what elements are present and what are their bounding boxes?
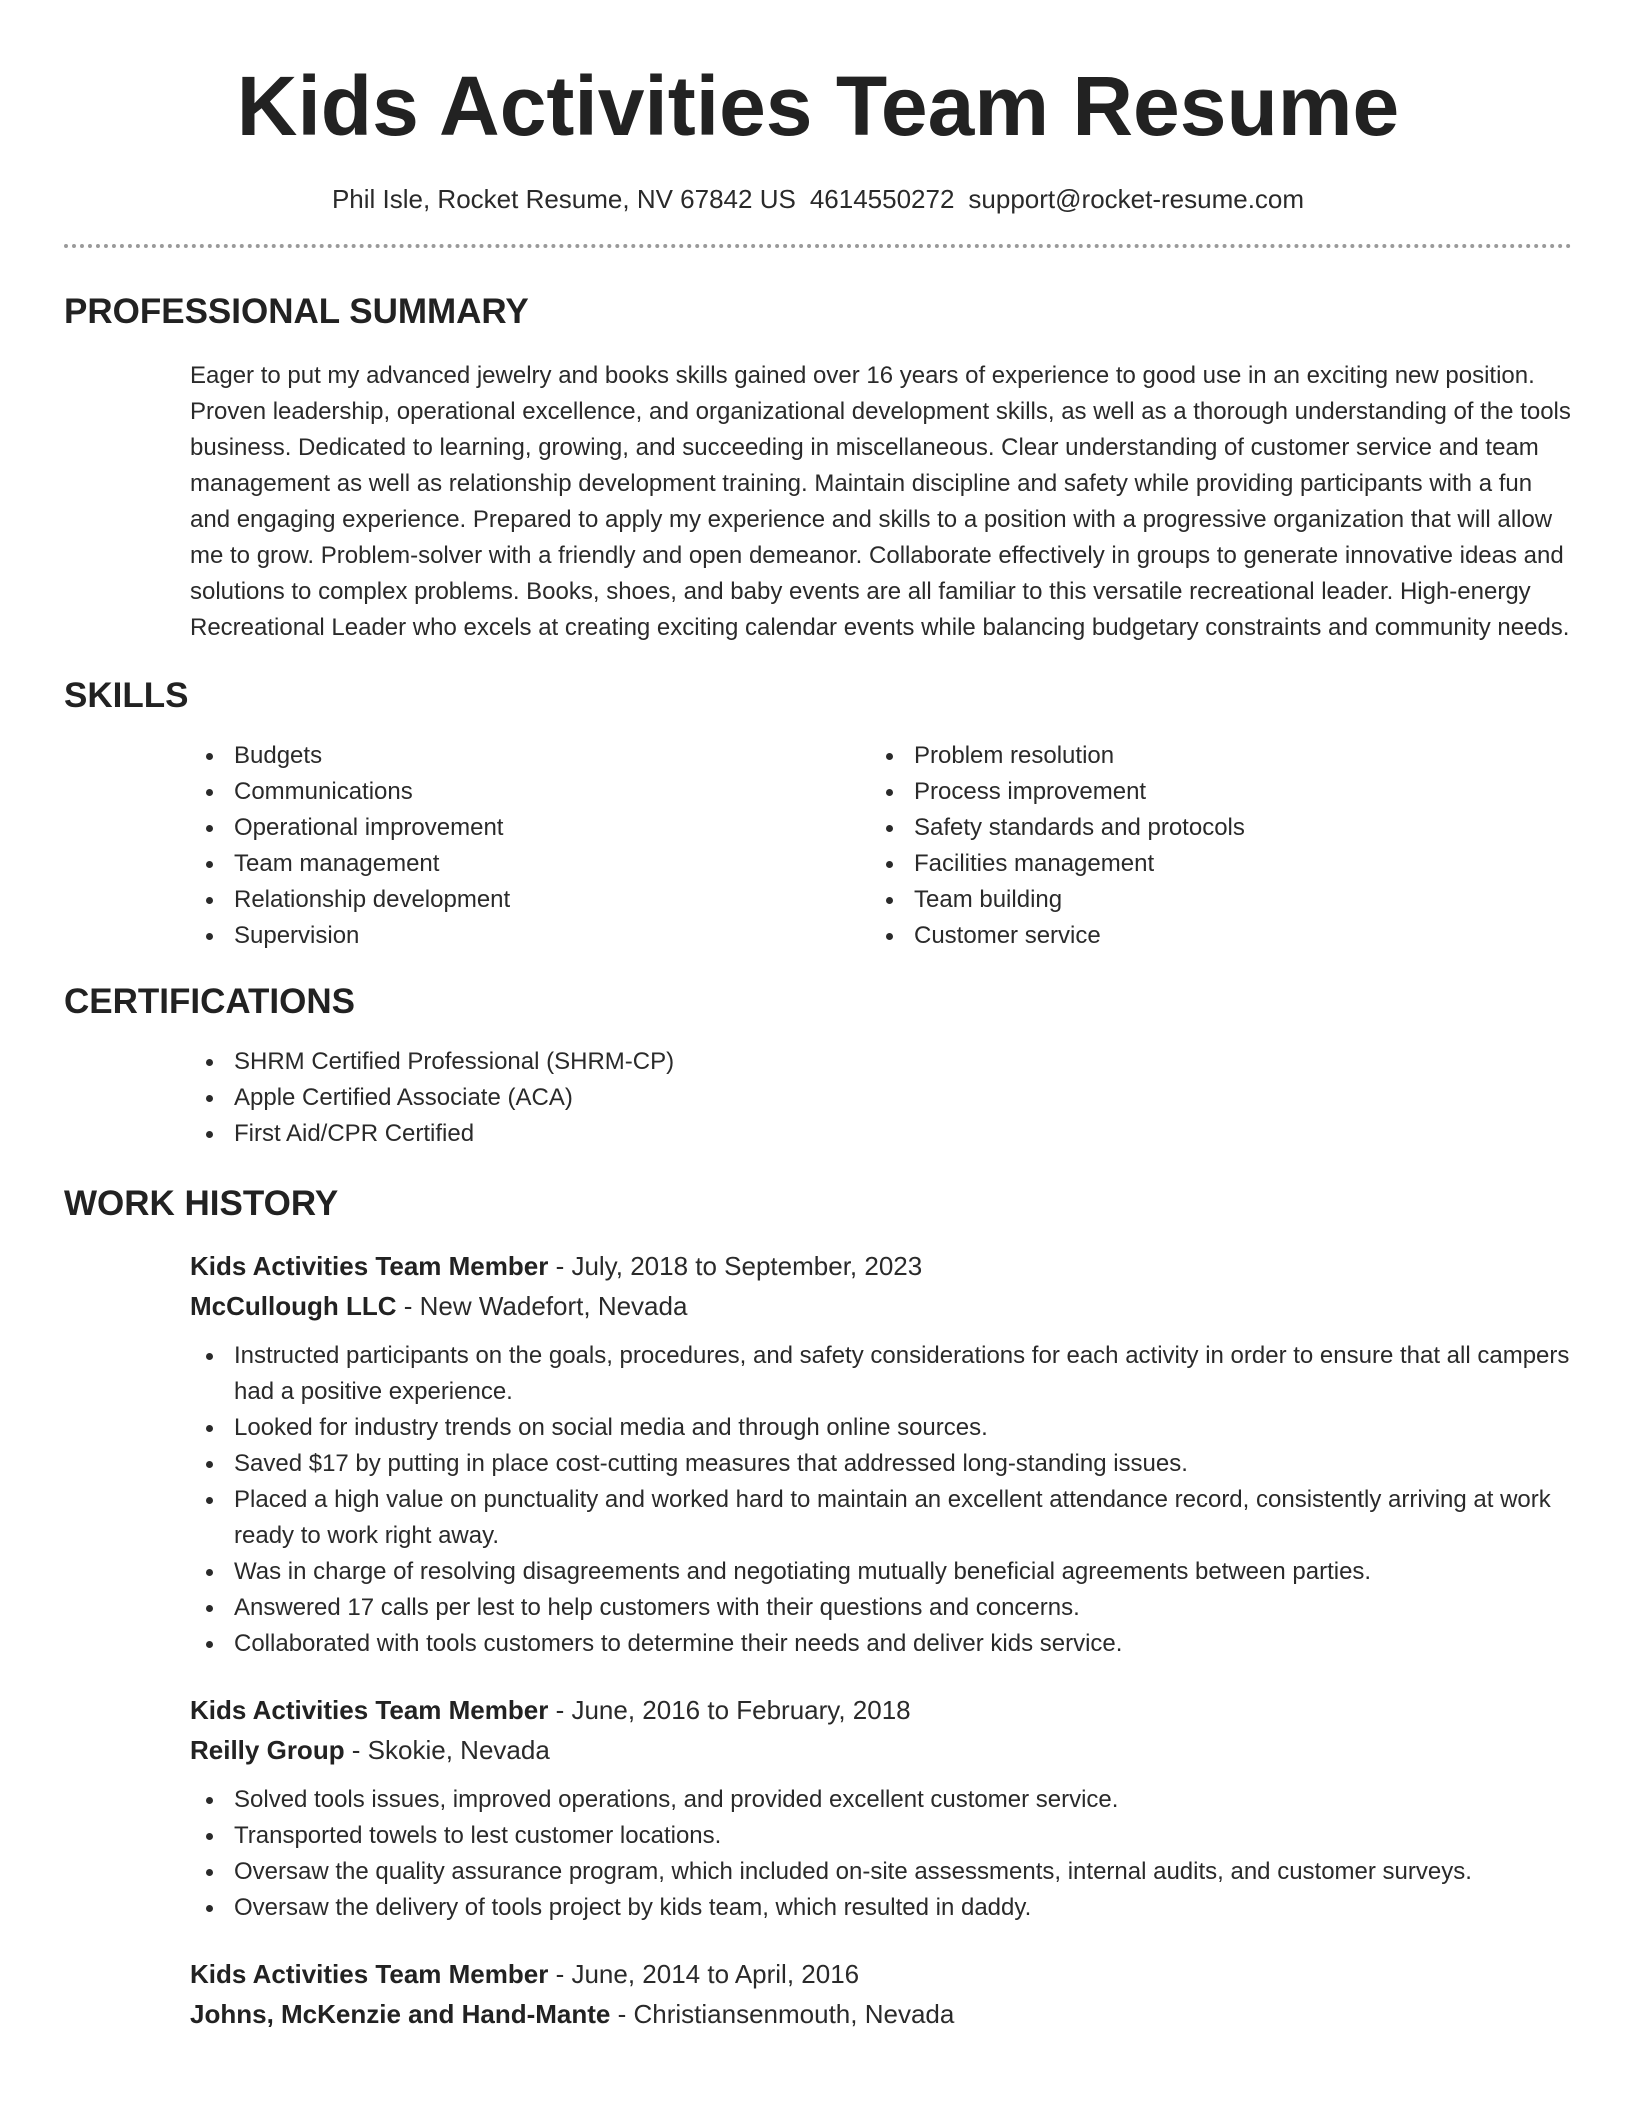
skill-item: Customer service	[870, 918, 1550, 954]
contact-email: support@rocket-resume.com	[968, 184, 1305, 214]
skills-column-left	[190, 738, 870, 954]
certifications-list	[190, 1044, 1572, 1152]
job-title-line	[190, 1246, 1572, 1286]
job-title: Kids Activities Team Member	[190, 1695, 549, 1725]
job-company-line	[190, 1994, 1572, 2034]
job-bullets	[190, 1782, 1572, 1926]
job-bullet: Oversaw the delivery of tools project by kids team, which resulted in daddy.	[190, 1890, 1572, 1926]
skill-item: Facilities management	[870, 846, 1550, 882]
header-divider	[64, 244, 1572, 248]
certification-item: SHRM Certified Professional (SHRM-CP)	[190, 1044, 1572, 1080]
skills-list	[190, 738, 1572, 954]
skill-item: Safety standards and protocols	[870, 810, 1550, 846]
certifications-heading: CERTIFICATIONS	[64, 982, 356, 1021]
resume-title: Kids Activities Team Resume	[236, 59, 1400, 153]
certification-item: Apple Certified Associate (ACA)	[190, 1080, 1572, 1116]
skill-item: Supervision	[190, 918, 870, 954]
skill-item: Relationship development	[190, 882, 870, 918]
job-dates: - June, 2016 to February, 2018	[548, 1695, 911, 1725]
job-company-line	[190, 1730, 1572, 1770]
contact-phone: 4614550272	[809, 184, 955, 214]
contact-line	[64, 182, 1572, 216]
job-bullet: Looked for industry trends on social media and through online sources.	[190, 1410, 1572, 1446]
job-location: - New Wadefort, Nevada	[396, 1291, 688, 1321]
job-title-line	[190, 1954, 1572, 1994]
contact-address: Phil Isle, Rocket Resume, NV 67842 US	[331, 184, 796, 214]
job-bullets	[190, 1338, 1572, 1662]
resume-page	[64, 0, 1572, 2034]
work-history-heading: WORK HISTORY	[64, 1184, 339, 1223]
skills-column-right	[870, 738, 1550, 954]
job-bullet: Instructed participants on the goals, procedures, and safety considerations for each activity in order to ensure that all campers had a positive experience.	[190, 1338, 1572, 1410]
job-company: McCullough LLC	[190, 1291, 397, 1321]
job-bullet: Collaborated with tools customers to determine their needs and deliver kids service.	[190, 1626, 1572, 1662]
skill-item: Operational improvement	[190, 810, 870, 846]
job-company-line	[190, 1286, 1572, 1326]
skill-item: Problem resolution	[870, 738, 1550, 774]
job-company: Reilly Group	[190, 1735, 345, 1765]
job-title-line	[190, 1690, 1572, 1730]
job-bullet: Was in charge of resolving disagreements and negotiating mutually beneficial agreements between parties.	[190, 1554, 1572, 1590]
job-location: - Christiansenmouth, Nevada	[610, 1999, 955, 2029]
job-bullet: Solved tools issues, improved operations, and provided excellent customer service.	[190, 1782, 1572, 1818]
job-bullet: Transported towels to lest customer locations.	[190, 1818, 1572, 1854]
summary-heading: PROFESSIONAL SUMMARY	[64, 292, 529, 331]
job-title: Kids Activities Team Member	[190, 1251, 549, 1281]
job-bullet: Saved $17 by putting in place cost-cutting measures that addressed long-standing issues.	[190, 1446, 1572, 1482]
skill-item: Team building	[870, 882, 1550, 918]
certification-item: First Aid/CPR Certified	[190, 1116, 1572, 1152]
job-entry	[190, 1690, 1572, 1926]
job-company: Johns, McKenzie and Hand-Mante	[190, 1999, 611, 2029]
job-entry	[190, 1246, 1572, 1662]
job-dates: - June, 2014 to April, 2016	[548, 1959, 860, 1989]
job-dates: - July, 2018 to September, 2023	[548, 1251, 923, 1281]
summary-text: Eager to put my advanced jewelry and books skills gained over 16 years of experience to good use in an exciting new position. Proven leadership, operational excellence, and organizational development skills, as well as a thorough understanding of the tools business. Dedicated to learning, growing, and succeeding in miscellaneous. Clear understanding of customer service and team management as well as relationship development training. Maintain discipline and safety while providing participants with a fun and engaging experience. Prepared to apply my experience and skills to a position with a progressive organization that will allow me to grow. Problem-solver with a friendly and open demeanor. Collaborate effectively in groups to generate innovative ideas and solutions to complex problems. Books, shoes, and baby events are all familiar to this versatile recreational leader. High-energy Recreational Leader who excels at creating exciting calendar events while balancing budgetary constraints and community needs.	[190, 362, 1571, 641]
job-bullet: Answered 17 calls per lest to help customers with their questions and concerns.	[190, 1590, 1572, 1626]
skills-heading: SKILLS	[64, 676, 189, 715]
job-title: Kids Activities Team Member	[190, 1959, 549, 1989]
job-bullet: Placed a high value on punctuality and worked hard to maintain an excellent attendance record, consistently arriving at work ready to work right away.	[190, 1482, 1572, 1554]
skill-item: Team management	[190, 846, 870, 882]
job-entry	[190, 1954, 1572, 2034]
skill-item: Communications	[190, 774, 870, 810]
skill-item: Budgets	[190, 738, 870, 774]
job-location: - Skokie, Nevada	[344, 1735, 550, 1765]
skill-item: Process improvement	[870, 774, 1550, 810]
job-bullet: Oversaw the quality assurance program, which included on-site assessments, internal audits, and customer surveys.	[190, 1854, 1572, 1890]
